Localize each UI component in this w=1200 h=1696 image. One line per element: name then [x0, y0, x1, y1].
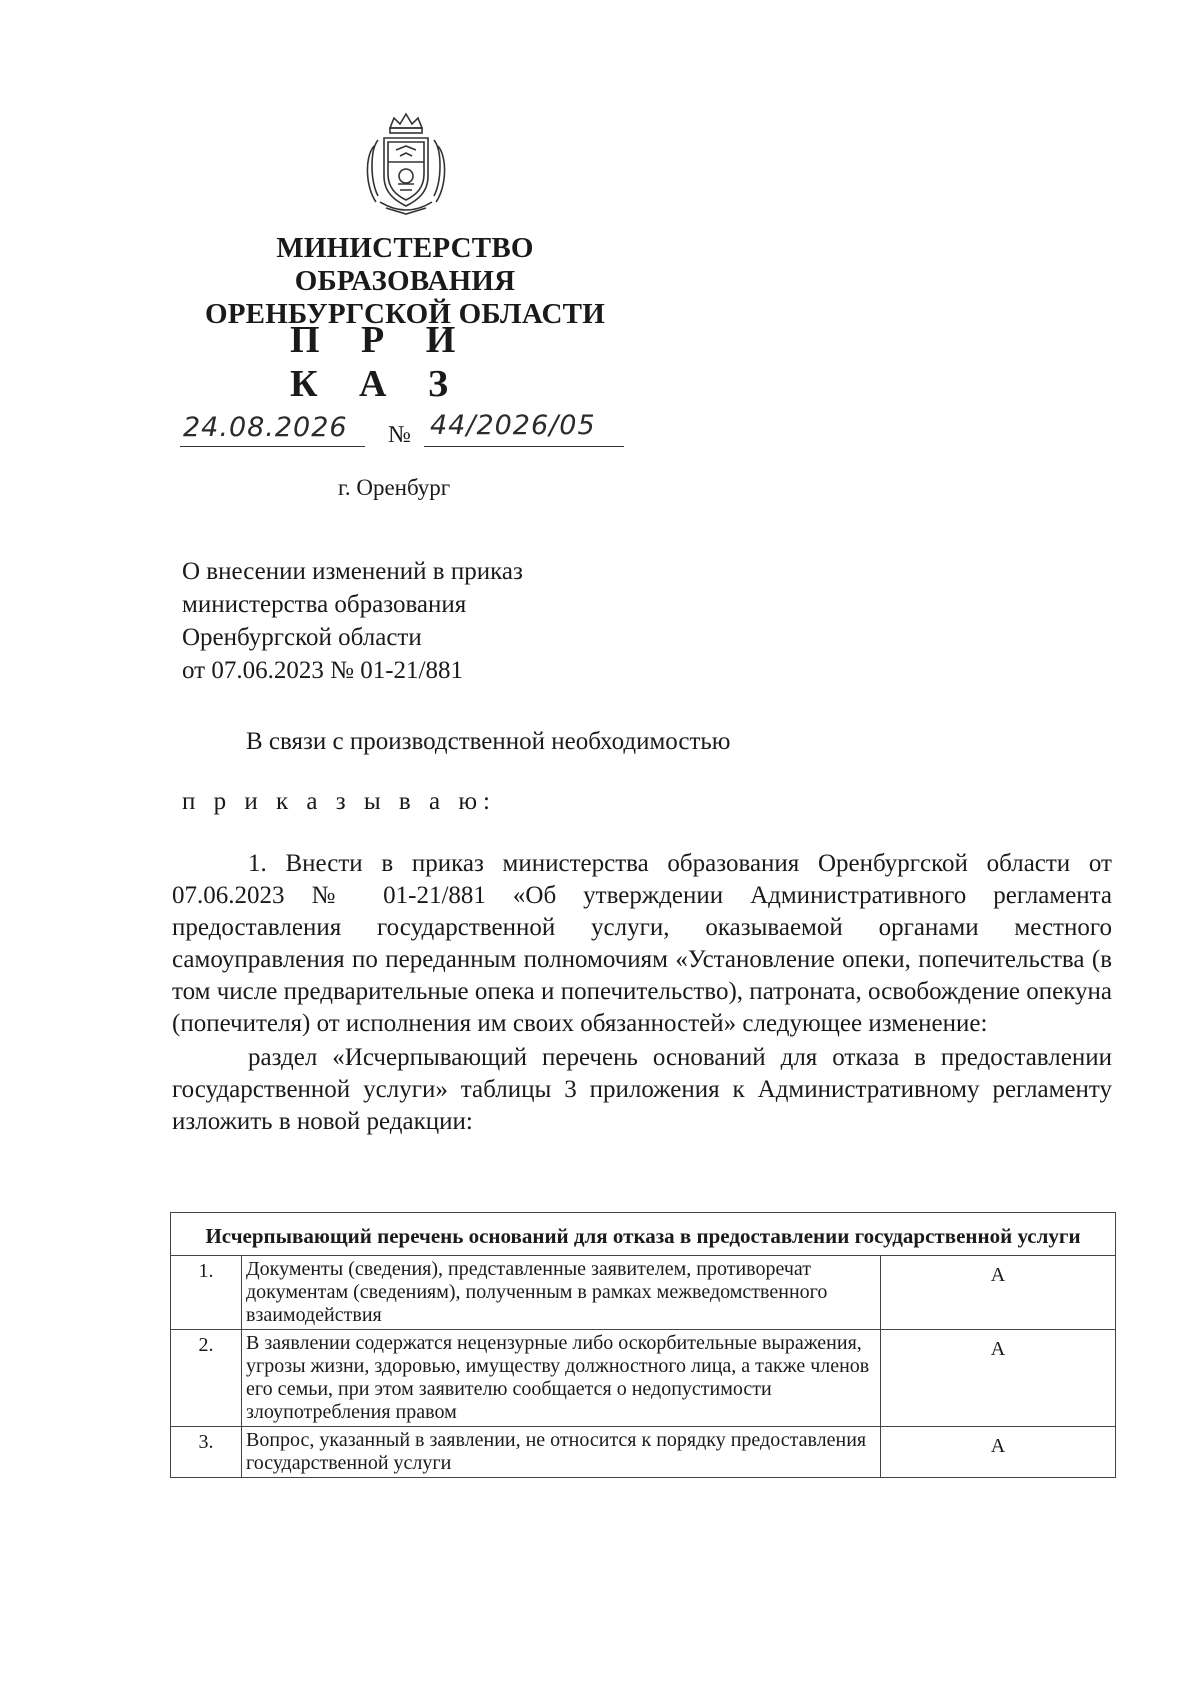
- subject-line-4: от 07.06.2023 № 01-21/881: [182, 657, 463, 684]
- handwritten-number: 44/2026/05: [430, 410, 596, 441]
- ministry-line-1: МИНИСТЕРСТВО ОБРАЗОВАНИЯ: [276, 232, 534, 297]
- date-underline: [180, 446, 365, 447]
- ministry-title: [170, 232, 640, 331]
- order-verb: п р и к а з ы в а ю:: [182, 788, 496, 815]
- subject-line-2: министерства образования: [182, 591, 467, 618]
- subject-line-1: О внесении изменений в приказ: [182, 558, 523, 585]
- table-row: [171, 1256, 1116, 1330]
- paragraph-1: 1. Внести в приказ министерства образования Оренбургской области от 07.06.2023 № 01-21/881 «Об утверждении Административного регламента предоставления государственной услуги, оказываемой органами местного самоуправления по переданным полномочиям «Установление опеки, попечительства (в том числе предварительные опека и попечительство), патроната, освобождение опекуна (попечителя) от исполнения им своих обязанностей» следующее изменение:: [172, 850, 1112, 1037]
- row-text: В заявлении содержатся нецензурные либо оскорбительные выражения, угрозы жизни, здоровью, имуществу должностного лица, а также членов его семьи, при этом заявителю сообщается о недопустимости злоупотребления правом: [242, 1330, 881, 1427]
- row-text: Документы (сведения), представленные заявителем, противоречат документам (сведениям), полученным в рамках межведомственного взаимодействия: [242, 1256, 881, 1330]
- row-number: 2.: [171, 1330, 242, 1427]
- document-type: П Р И К А З: [290, 319, 472, 405]
- row-text: Вопрос, указанный в заявлении, не относится к порядку предоставления государственной услуги: [242, 1427, 881, 1478]
- paragraph-2: раздел «Исчерпывающий перечень оснований для отказа в предоставлении государственной услуги» таблицы 3 приложения к Административному регламенту изложить в новой редакции:: [172, 1044, 1112, 1135]
- row-number: 1.: [171, 1256, 242, 1330]
- handwritten-date: 24.08.2026: [183, 412, 348, 443]
- row-code: А: [881, 1330, 1116, 1427]
- row-number: 3.: [171, 1427, 242, 1478]
- reason-text: В связи с производственной необходимостью: [246, 728, 731, 755]
- row-code: А: [881, 1256, 1116, 1330]
- number-underline: [424, 446, 624, 447]
- subject-block: [182, 555, 702, 687]
- table-row: [171, 1427, 1116, 1478]
- table-header: Исчерпывающий перечень оснований для отказа в предоставлении государственной услуги: [171, 1213, 1116, 1256]
- subject-line-3: Оренбургской области: [182, 624, 422, 651]
- coat-of-arms-icon: [360, 110, 452, 220]
- ministry-line-2: ОРЕНБУРГСКОЙ ОБЛАСТИ: [205, 298, 605, 330]
- table-row: [171, 1330, 1116, 1427]
- date-number-line: [180, 410, 640, 460]
- body-text: [172, 848, 1112, 1138]
- number-sign: №: [388, 422, 411, 448]
- refusal-reasons-table: [170, 1212, 1116, 1478]
- city: г. Оренбург: [338, 475, 451, 500]
- row-code: А: [881, 1427, 1116, 1478]
